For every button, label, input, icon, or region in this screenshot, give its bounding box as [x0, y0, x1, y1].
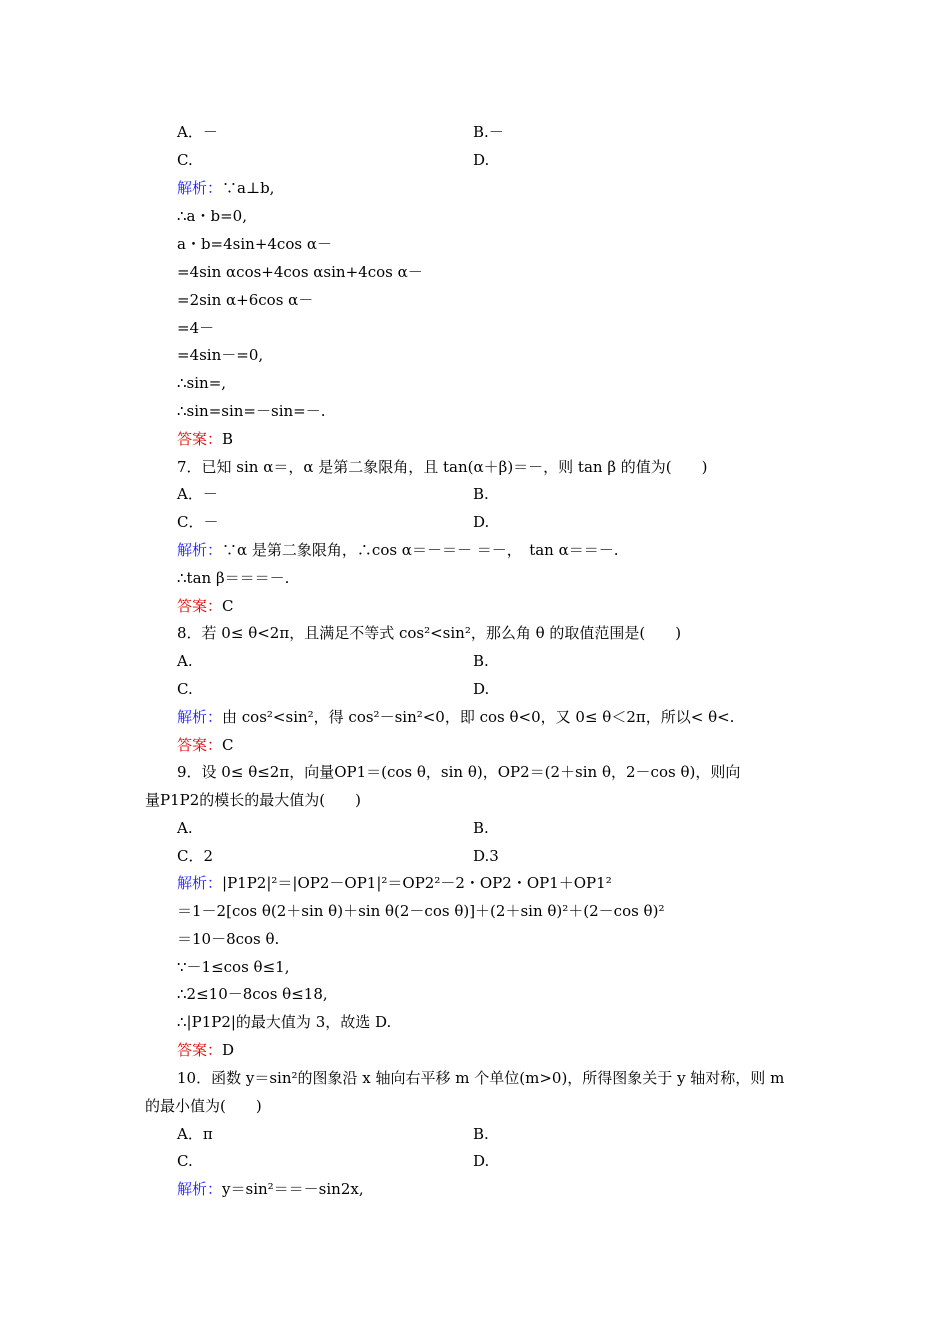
option-c: C. [177, 151, 193, 169]
q6-solution-line: ∴sin=sin=－sin=－. [177, 402, 326, 420]
q6-solution-line: ∴a・b=0, [177, 207, 247, 225]
option-b: B.－ [473, 123, 504, 141]
q10-option-a: A．π [177, 1125, 213, 1143]
q9-solution-line: ＝1－2[cos θ(2＋sin θ)＋sin θ(2－cos θ)]＋(2＋sin θ)²＋(2－cos θ)² [177, 902, 665, 920]
q10-option-c: C. [177, 1152, 193, 1170]
q10-stem-cont: 的最小值为( ) [145, 1097, 262, 1115]
q8-option-a: A. [177, 652, 193, 670]
answer-label: 答案： [177, 736, 223, 754]
q7-stem: 7．已知 sin α＝，α 是第二象限角，且 tan(α＋β)＝－，则 tan β 的值为( ) [177, 458, 708, 476]
answer-label: 答案： [177, 430, 223, 448]
option-d: D. [473, 151, 490, 169]
q9-stem-cont: 量P1P2的模长的最大值为( ) [145, 791, 361, 809]
solution-label: 解析： [177, 874, 223, 892]
q8-answer-line [177, 735, 234, 755]
q10-option-d: D. [473, 1152, 490, 1170]
q7-sol-text: ∵α 是第二象限角，∴cos α＝－＝－ ＝－， tan α＝＝－. [222, 541, 619, 559]
q9-solution-line: ∵－1≤cos θ≤1, [177, 958, 290, 976]
q10-option-b: B. [473, 1125, 489, 1143]
q10-stem: 10．函数 y＝sin²的图象沿 x 轴向右平移 m 个单位(m>0)，所得图象关于 y 轴对称，则 m [177, 1069, 785, 1087]
q6-answer-line [177, 429, 233, 449]
q9-stem: 9．设 0≤ θ≤2π，向量OP1＝(cos θ，sin θ)，OP2＝(2＋sin θ，2－cos θ)，则向 [177, 763, 741, 781]
answer-label: 答案： [177, 597, 223, 615]
q9-option-d: D.3 [473, 847, 499, 865]
q6-solution-line: =4sin－=0, [177, 346, 264, 364]
q9-sol-text: |P1P2|²＝|OP2－OP1|²＝OP2²－2・OP2・OP1＋OP1² [222, 874, 612, 892]
q7-option-b: B. [473, 485, 489, 503]
answer-label: 答案： [177, 1041, 223, 1059]
q6-sol-text: ∵a⊥b, [222, 179, 275, 197]
q8-stem: 8．若 0≤ θ<2π，且满足不等式 cos²<sin²，那么角 θ 的取值范围是( ) [177, 624, 682, 642]
solution-label: 解析： [177, 541, 223, 559]
q9-option-a: A. [177, 819, 193, 837]
solution-label: 解析： [177, 708, 223, 726]
q8-answer: C [222, 736, 234, 754]
q6-solution-line: =2sin α+6cos α－ [177, 291, 314, 309]
q9-option-c: C．2 [177, 847, 214, 865]
q9-solution-line [177, 873, 612, 893]
q7-answer-line [177, 596, 234, 616]
q9-solution-line: ∴2≤10－8cos θ≤18, [177, 985, 328, 1003]
q6-solution-line: =4sin αcos+4cos αsin+4cos α－ [177, 263, 423, 281]
q7-option-a: A．－ [177, 485, 218, 503]
solution-label: 解析： [177, 1180, 223, 1198]
q8-sol-text: 由 cos²<sin²，得 cos²－sin²<0，即 cos θ<0，又 0≤ θ＜2π，所以< θ<. [222, 708, 735, 726]
q10-solution-line [177, 1179, 364, 1199]
q10-sol-text: y＝sin²＝＝－sin2x, [222, 1180, 364, 1198]
q6-solution-line: a・b=4sin+4cos α－ [177, 235, 332, 253]
q6-solution-line: ∴sin=, [177, 374, 227, 392]
q9-answer-line [177, 1040, 234, 1060]
q9-solution-line: ∴|P1P2|的最大值为 3，故选 D. [177, 1013, 392, 1031]
q8-solution-line [177, 707, 734, 727]
q9-answer: D [222, 1041, 235, 1059]
q7-solution-line [177, 540, 619, 560]
q6-solution-line [177, 178, 274, 198]
q6-solution-line: =4－ [177, 319, 215, 337]
q8-option-d: D. [473, 680, 490, 698]
solution-label: 解析： [177, 179, 223, 197]
q9-solution-line: ＝10－8cos θ. [177, 930, 280, 948]
q7-answer: C [222, 597, 234, 615]
q8-option-b: B. [473, 652, 489, 670]
option-a: A．－ [177, 123, 218, 141]
q7-option-c: C．－ [177, 513, 219, 531]
q8-option-c: C. [177, 680, 193, 698]
q7-solution-line: ∴tan β＝＝＝－. [177, 569, 290, 587]
q7-option-d: D. [473, 513, 490, 531]
q9-option-b: B. [473, 819, 489, 837]
q6-answer: B [222, 430, 234, 448]
